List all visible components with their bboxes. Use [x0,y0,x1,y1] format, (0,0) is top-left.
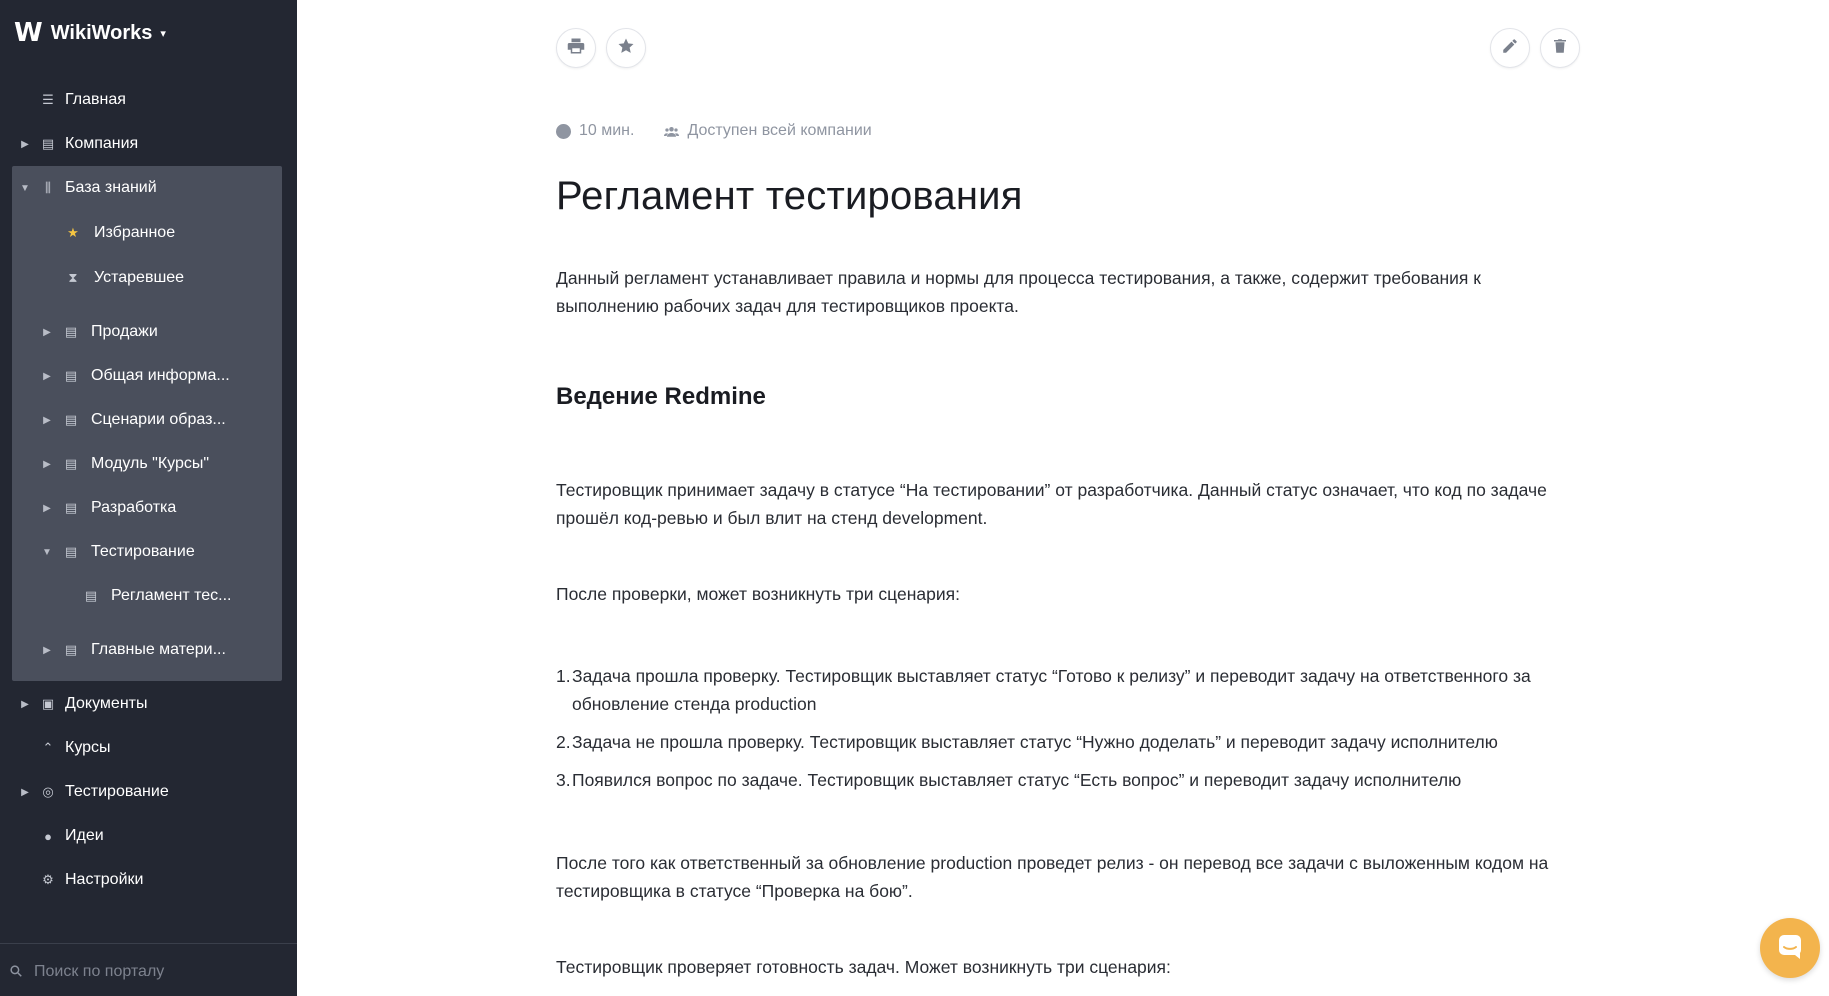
list-number: 2. [556,732,571,752]
workspace-name: WikiWorks [50,21,153,44]
sidebar-item-label: Устаревшее [94,269,185,286]
list-item-text: Появился вопрос по задаче. Тестировщик выставляет статус “Есть вопрос” и переводит задачу исполнителю [572,770,1462,790]
caret-right-icon[interactable]: ▶ [21,138,29,150]
sidebar [0,0,297,996]
access-level: Доступен всей компании [687,122,872,139]
article-paragraph: После проверки, может возникнуть три сценария: [556,584,960,604]
graduation-cap-icon: ⌃ [42,740,54,755]
caret-right-icon[interactable]: ▶ [21,698,29,710]
sidebar-item-ideas[interactable] [12,816,282,856]
sidebar-item-label: Продажи [91,323,158,340]
page-title: Регламент тестирования [556,174,1023,218]
check-circle-icon: ◎ [42,784,54,799]
users-icon [664,124,679,139]
sidebar-item-label: Сценарии образ... [91,411,226,428]
sidebar-item-general-info[interactable] [12,356,282,396]
list-icon: ☰ [42,92,54,107]
hourglass-icon: ⧗ [68,270,78,285]
star-icon [617,37,635,60]
sidebar-item-label: Общая информа... [91,367,230,384]
article-meta [556,119,872,143]
caret-down-icon[interactable]: ▼ [20,182,30,194]
article-intro: Данный регламент устанавливает правила и нормы для процесса тестирования, а также, содержит требования к выполнению рабочих задач для тестировщиков проекта. [556,268,1481,316]
article-paragraph: Тестировщик принимает задачу в статусе “На тестировании” от разработчика. Данный статус означает, что код по задаче прошёл код-ревью и был влит на стенд development. [556,480,1547,528]
list-item-text: Задача прошла проверку. Тестировщик выставляет статус “Готово к релизу” и переводит задачу на ответственного за обновление стенда production [572,666,1531,714]
sidebar-item-documents[interactable] [12,684,282,724]
gear-icon: ⚙ [42,872,54,887]
favorite-button[interactable] [606,28,646,68]
star-icon: ★ [67,225,79,240]
read-time: 10 мин. [579,122,635,139]
wikiworks-logo-icon: W [14,18,41,48]
support-chat-button[interactable] [1760,918,1820,978]
sidebar-item-label: Тестирование [91,543,195,560]
list-item-text: Задача не прошла проверку. Тестировщик выставляет статус “Нужно доделать” и переводит задачу исполнителю [572,732,1498,752]
sidebar-item-label: Компания [65,135,139,152]
sidebar-item-company[interactable] [12,124,282,164]
edit-button[interactable] [1490,28,1530,68]
sidebar-item-label: База знаний [65,179,157,196]
pencil-icon [1501,37,1519,60]
sidebar-item-home[interactable] [12,80,282,120]
chevron-down-icon: ▾ [160,27,166,40]
sidebar-item-favorites[interactable] [12,213,282,253]
sidebar-item-testing[interactable] [12,772,282,812]
sidebar-item-development[interactable] [12,488,282,528]
sidebar-item-label: Настройки [65,871,144,888]
document-icon: ▤ [84,588,98,603]
sidebar-divider [0,943,297,944]
document-icon: ▤ [64,500,78,515]
sidebar-item-label: Главные матери... [91,641,226,658]
sidebar-item-testing-folder[interactable] [12,532,282,572]
sidebar-item-courses[interactable] [12,728,282,768]
caret-right-icon[interactable]: ▶ [43,644,51,656]
chat-icon [1775,931,1805,966]
caret-right-icon[interactable]: ▶ [43,370,51,382]
document-icon: ▤ [64,324,78,339]
caret-right-icon[interactable]: ▶ [43,326,51,338]
document-icon: ▤ [64,412,78,427]
document-icon: ▤ [64,544,78,559]
sidebar-item-label: Разработка [91,499,177,516]
caret-right-icon[interactable]: ▶ [43,502,51,514]
sidebar-item-outdated[interactable] [12,258,282,298]
list-number: 1. [556,666,571,686]
sidebar-item-settings[interactable] [12,860,282,900]
sidebar-item-scenarios[interactable] [12,400,282,440]
document-icon: ▤ [64,642,78,657]
sidebar-item-label: Главная [65,91,126,108]
trash-icon [1551,37,1569,60]
sidebar-item-knowledge-base[interactable] [12,168,282,208]
print-button[interactable] [556,28,596,68]
lightbulb-icon: ● [44,828,52,844]
caret-down-icon[interactable]: ▼ [42,546,52,558]
list-item [556,728,1586,756]
sidebar-item-label: Избранное [94,224,176,241]
sidebar-item-label: Тестирование [65,783,169,800]
article-paragraph: После того как ответственный за обновление production проведет релиз - он перевод все задачи с выложенным кодом на тестировщика в статусе “Проверка на бою”. [556,853,1549,901]
document-icon: ▤ [64,456,78,471]
sidebar-item-label: Идеи [65,827,104,844]
section-heading: Ведение Redmine [556,383,766,410]
sidebar-item-label: Модуль "Курсы" [91,455,210,472]
caret-right-icon[interactable]: ▶ [21,786,29,798]
caret-right-icon[interactable]: ▶ [43,414,51,426]
books-icon: ⫼ [45,180,51,195]
folder-icon: ▣ [41,696,55,711]
sidebar-item-label: Документы [65,695,148,712]
sidebar-item-main-materials[interactable] [12,630,282,670]
search-input[interactable] [34,963,264,981]
sidebar-item-courses-module[interactable] [12,444,282,484]
document-icon: ▤ [64,368,78,383]
print-icon [567,37,585,60]
sidebar-item-testing-regulations[interactable] [12,576,282,616]
portal-search [10,958,280,986]
sidebar-item-sales[interactable] [12,312,282,352]
list-number: 3. [556,770,571,790]
article-paragraph: Тестировщик проверяет готовность задач. Может возникнуть три сценария: [556,957,1171,977]
workspace-switcher[interactable] [14,18,166,48]
building-icon: ▤ [41,136,55,151]
search-icon [10,965,26,980]
scenario-list [556,662,1586,804]
list-item [556,766,1586,794]
sidebar-item-label: Регламент тес... [111,587,232,604]
clock-icon [556,124,571,139]
delete-button[interactable] [1540,28,1580,68]
caret-right-icon[interactable]: ▶ [43,458,51,470]
sidebar-item-label: Курсы [65,739,111,756]
list-item [556,662,1586,718]
